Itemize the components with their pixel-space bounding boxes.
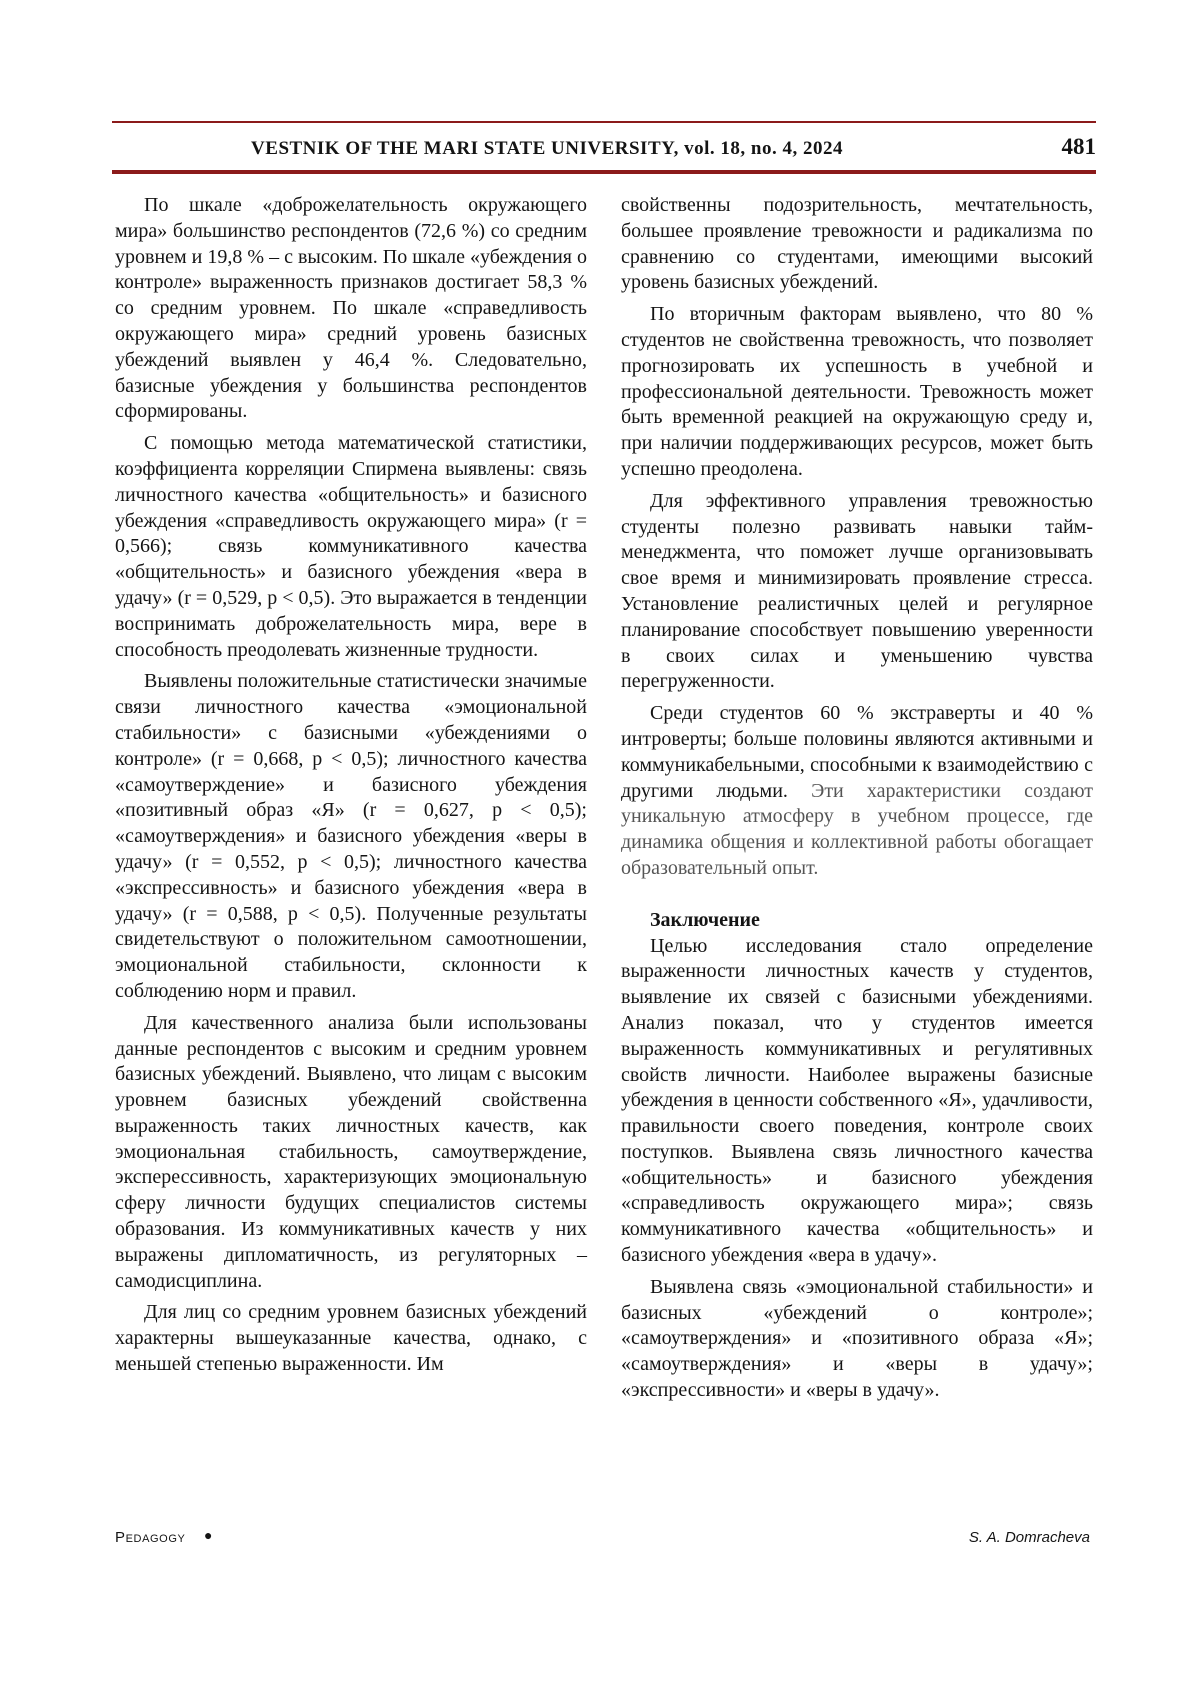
paragraph: Для лиц со средним уровнем базисных убеждений характерны вышеуказанные качества, однако, с меньшей степенью выраженности. Им	[115, 1301, 587, 1376]
paragraph: По шкале «доброжелательность окружающего мира» большинство респондентов (72,6 %) со средним уровнем и 19,8 % – с высоким. По шкале «убеждения о контроле» выраженность признаков достигает 58,3 % со средним уровнем. По шкале «справедливость окружающего мира» средний уровень базисных убеждений выявлен у 46,4 %. Следовательно, базисные убеждения у большинства респондентов сформированы.	[115, 194, 587, 423]
footer-section: Pedagogy	[115, 1529, 186, 1546]
paragraph-text: Среди студентов 60 % экстраверты и 40 % интроверты; больше половины являются активными и коммуникабельными, способными к взаимодействию с другими людьми.	[621, 702, 1093, 802]
paragraph: Выявлена связь «эмоциональной стабильности» и базисных «убеждений о контроле»; «самоутверждения» и «позитивного образа «Я»; «самоутверждения» и «веры в удачу»; «экспрессивности» и «веры в удачу».	[621, 1275, 1093, 1402]
paragraph: свойственны подозрительность, мечтательность, большее проявление тревожности и радикализма по сравнению со студентами, имеющими высокий уровень базисных убеждений.	[621, 194, 1093, 294]
left-column	[115, 193, 587, 1384]
paragraph: Для эффективного управления тревожностью студенты полезно развивать навыки тайм-менеджмента, что поможет лучше организовывать свое время и минимизировать проявление стресса. Установление реалистичных целей и регулярное планирование способствует повышению уверенности в своих силах и уменьшению чувства перегруженности.	[621, 489, 1093, 693]
section-heading: Заключение	[650, 908, 760, 931]
paragraph: Для качественного анализа были использованы данные респондентов с высоким и средним уровнем базисных убеждений. Выявлено, что лицам с высоким уровнем базисных убеждений свойственна выраженность таких личностных качеств, как эмоциональная стабильность, самоутверждение, эксперессивность, характеризующих эмоциональную сферу личности будущих специалистов системы образования. Из коммуникативных качеств у них выражены дипломатичность, из регуляторных – самодисциплина.	[115, 1011, 587, 1292]
footer-bullet-icon: ●	[204, 1529, 213, 1544]
header-top-rule	[112, 121, 1096, 123]
paragraph	[621, 701, 1093, 882]
header-bottom-rule	[112, 170, 1096, 174]
paragraph: По вторичным факторам выявлено, что 80 % студентов не свойственна тревожность, что позволяет прогнозировать их успешность в учебной и профессиональной деятельности. Тревожность может быть временной реакцией на окружающую среду и, при наличии поддерживающих ресурсов, может быть успешно преодолена.	[621, 303, 1093, 480]
right-column	[621, 193, 1093, 1410]
page-number: 481	[1061, 134, 1096, 159]
journal-title: VESTNIK OF THE MARI STATE UNIVERSITY, vol. 18, no. 4, 2024	[251, 138, 843, 159]
paragraph: Целью исследования стало определение выраженности личностных качеств у студентов, выявление их связей с базисными убеждениями. Анализ показал, что у студентов имеется выраженность коммуникативных и регулятивных свойств личности. Наиболее выражены базисные убеждения в ценности собственного «Я», удачливости, правильности своего поведения, контроле своих поступков. Выявлена связь личностного качества «общительность» и базисного убеждения «справедливость окружающего мира»; связь коммуникативного качества «общительность» и базисного убеждения «вера в удачу».	[621, 934, 1093, 1267]
paragraph: Выявлены положительные статистически значимые связи личностного качества «эмоциональной стабильности» с базисными «убеждениями о контроле» (r = 0,668, p < 0,5); личностного качества «самоутверждение» и базисного убеждения «позитивный образ «Я» (r = 0,627, p < 0,5); «самоутверждения» и базисного убеждения «веры в удачу» (r = 0,552, p < 0,5); личностного качества «экспрессивность» и базисного убеждения «вера в удачу» (r = 0,588, p < 0,5). Полученные результаты свидетельствуют о положительном самоотношении, эмоциональной стабильности, склонности к соблюдению норм и правил.	[115, 670, 587, 1002]
paragraph: С помощью метода математической статистики, коэффициента корреляции Спирмена выявлены: связь личностного качества «общительность» и базисного убеждения «справедливость окружающего мира» (r = 0,566); связь коммуникативного качества «общительность» и базисного убеждения «вера в удачу» (r = 0,529, p < 0,5). Это выражается в тенденции воспринимать доброжелательность мира, вере в способность преодолевать жизненные трудности.	[115, 432, 587, 661]
footer-author: S. A. Domracheva	[968, 1529, 1090, 1546]
paragraph-text-faint: Эти характеристики создают уникальную атмосферу в учебном процессе, где динамика общения и коллективной работы обогащает образовательный опыт.	[621, 779, 1093, 879]
